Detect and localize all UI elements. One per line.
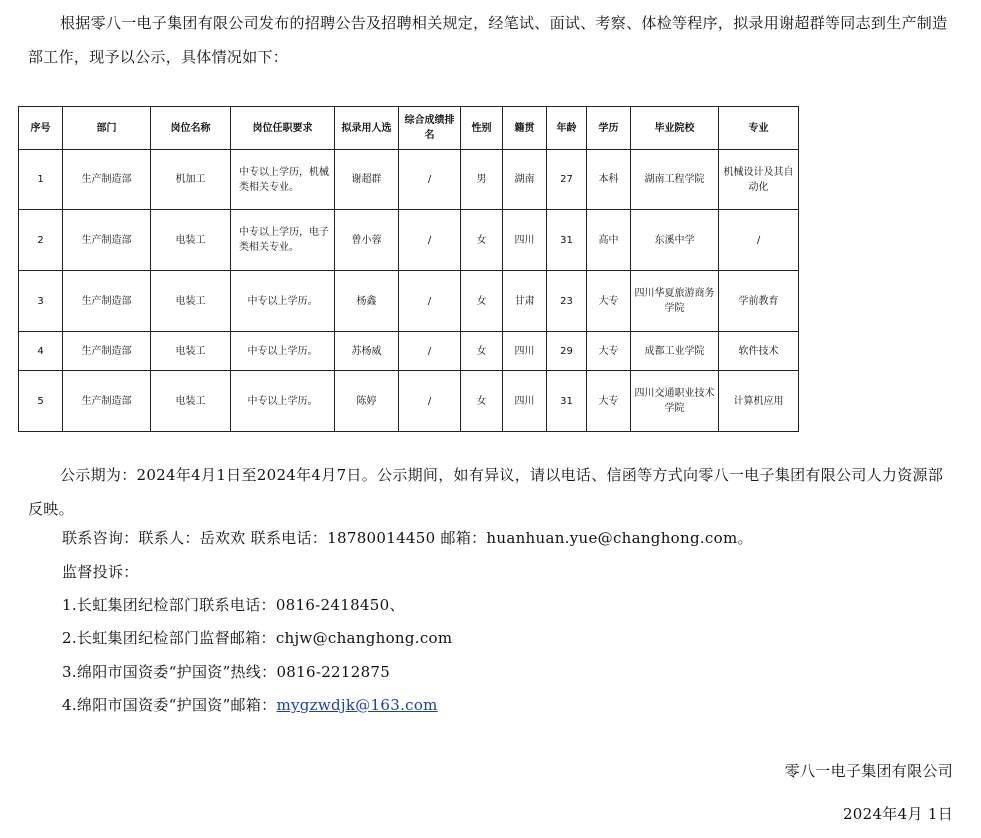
- table-cell: 湖南: [503, 150, 547, 210]
- table-cell: 电装工: [151, 371, 231, 432]
- table-cell: 生产制造部: [63, 271, 151, 332]
- header-cell: 序号: [19, 107, 63, 150]
- table-cell: 大专: [587, 271, 631, 332]
- table-cell: /: [399, 332, 461, 371]
- table-cell: 甘肃: [503, 271, 547, 332]
- signature-date: 2024年4月 1日: [842, 805, 953, 823]
- table-cell: 中专以上学历。: [231, 332, 335, 371]
- table-cell: 27: [547, 150, 587, 210]
- table-row: [19, 210, 799, 271]
- table-cell: 5: [19, 371, 63, 432]
- table-cell: 杨鑫: [335, 271, 399, 332]
- table-cell: 电装工: [151, 210, 231, 271]
- table-cell: 31: [547, 371, 587, 432]
- intro-paragraph: [28, 6, 958, 74]
- table-cell: 计算机应用: [719, 371, 799, 432]
- table-cell: 29: [547, 332, 587, 371]
- table-cell: /: [399, 210, 461, 271]
- table-cell: /: [399, 271, 461, 332]
- header-cell: 年龄: [547, 107, 587, 150]
- candidate-table: [18, 106, 799, 432]
- complaint-item-4-label: 4.绵阳市国资委“护国资”邮箱：: [62, 696, 277, 714]
- table-cell: 湖南工程学院: [631, 150, 719, 210]
- table-cell: 女: [461, 332, 503, 371]
- table-row: [19, 371, 799, 432]
- header-cell: 部门: [63, 107, 151, 150]
- signature-org: 零八一电子集团有限公司: [784, 762, 953, 780]
- table-cell: 中专以上学历，电子类相关专业。: [231, 210, 335, 271]
- notice-period-paragraph: [28, 458, 958, 526]
- table-cell: 本科: [587, 150, 631, 210]
- table-cell: 机械设计及其自动化: [719, 150, 799, 210]
- table-cell: 成都工业学院: [631, 332, 719, 371]
- header-cell: 拟录用人选: [335, 107, 399, 150]
- table-cell: 女: [461, 271, 503, 332]
- header-cell: 毕业院校: [631, 107, 719, 150]
- table-cell: 电装工: [151, 332, 231, 371]
- table-cell: 四川华夏旅游商务学院: [631, 271, 719, 332]
- complaint-item-1: 1.长虹集团纪检部门联系电话：0816-2418450、: [62, 596, 405, 614]
- header-cell: 综合成绩排名: [399, 107, 461, 150]
- table-cell: 女: [461, 371, 503, 432]
- table-cell: 23: [547, 271, 587, 332]
- table-cell: 苏杨威: [335, 332, 399, 371]
- table-cell: 四川: [503, 371, 547, 432]
- table-cell: 生产制造部: [63, 332, 151, 371]
- table-cell: 高中: [587, 210, 631, 271]
- header-cell: 岗位任职要求: [231, 107, 335, 150]
- table-row: [19, 271, 799, 332]
- header-cell: 性别: [461, 107, 503, 150]
- table-cell: 中专以上学历，机械类相关专业。: [231, 150, 335, 210]
- supervision-title: 监督投诉：: [62, 563, 139, 581]
- complaint-item-2: 2.长虹集团纪检部门监督邮箱：chjw@changhong.com: [62, 629, 453, 647]
- table-cell: 3: [19, 271, 63, 332]
- intro-text: 根据零八一电子集团有限公司发布的招聘公告及招聘相关规定，经笔试、面试、考察、体检等程序，拟录用谢超群等同志到生产制造部工作，现予以公示，具体情况如下：: [28, 14, 948, 66]
- table-cell: 大专: [587, 371, 631, 432]
- table-cell: 学前教育: [719, 271, 799, 332]
- notice-period-text: 公示期为：2024年4月1日至2024年4月7日。公示期间，如有异议，请以电话、信函等方式向零八一电子集团有限公司人力资源部反映。: [28, 466, 944, 518]
- table-cell: /: [399, 371, 461, 432]
- table-cell: 四川: [503, 210, 547, 271]
- table-cell: 东溪中学: [631, 210, 719, 271]
- table-cell: 四川交通职业技术学院: [631, 371, 719, 432]
- header-cell: 岗位名称: [151, 107, 231, 150]
- table-cell: 软件技术: [719, 332, 799, 371]
- table-cell: 陈婷: [335, 371, 399, 432]
- table-cell: 曾小蓉: [335, 210, 399, 271]
- table-cell: 生产制造部: [63, 150, 151, 210]
- table-row: [19, 332, 799, 371]
- table-header-row: [19, 107, 799, 150]
- table-cell: 31: [547, 210, 587, 271]
- table-cell: 生产制造部: [63, 371, 151, 432]
- table-cell: 4: [19, 332, 63, 371]
- table-cell: 女: [461, 210, 503, 271]
- table-cell: 生产制造部: [63, 210, 151, 271]
- table-cell: 大专: [587, 332, 631, 371]
- table-cell: 男: [461, 150, 503, 210]
- table-row: [19, 150, 799, 210]
- complaint-item-4: [62, 694, 438, 715]
- table-cell: 1: [19, 150, 63, 210]
- complaint-item-3: 3.绵阳市国资委“护国资”热线：0816-2212875: [62, 663, 391, 681]
- header-cell: 籍贯: [503, 107, 547, 150]
- table-cell: 2: [19, 210, 63, 271]
- table-cell: 中专以上学历。: [231, 371, 335, 432]
- header-cell: 专业: [719, 107, 799, 150]
- table-cell: 中专以上学历。: [231, 271, 335, 332]
- table-cell: 电装工: [151, 271, 231, 332]
- table-cell: 谢超群: [335, 150, 399, 210]
- email-link[interactable]: mygzwdjk@163.com: [276, 696, 438, 714]
- contact-line: 联系咨询：联系人：岳欢欢 联系电话：18780014450 邮箱：huanhuan.yue@changhong.com。: [62, 529, 753, 547]
- table-cell: /: [719, 210, 799, 271]
- table-cell: 机加工: [151, 150, 231, 210]
- header-cell: 学历: [587, 107, 631, 150]
- table-cell: /: [399, 150, 461, 210]
- table-cell: 四川: [503, 332, 547, 371]
